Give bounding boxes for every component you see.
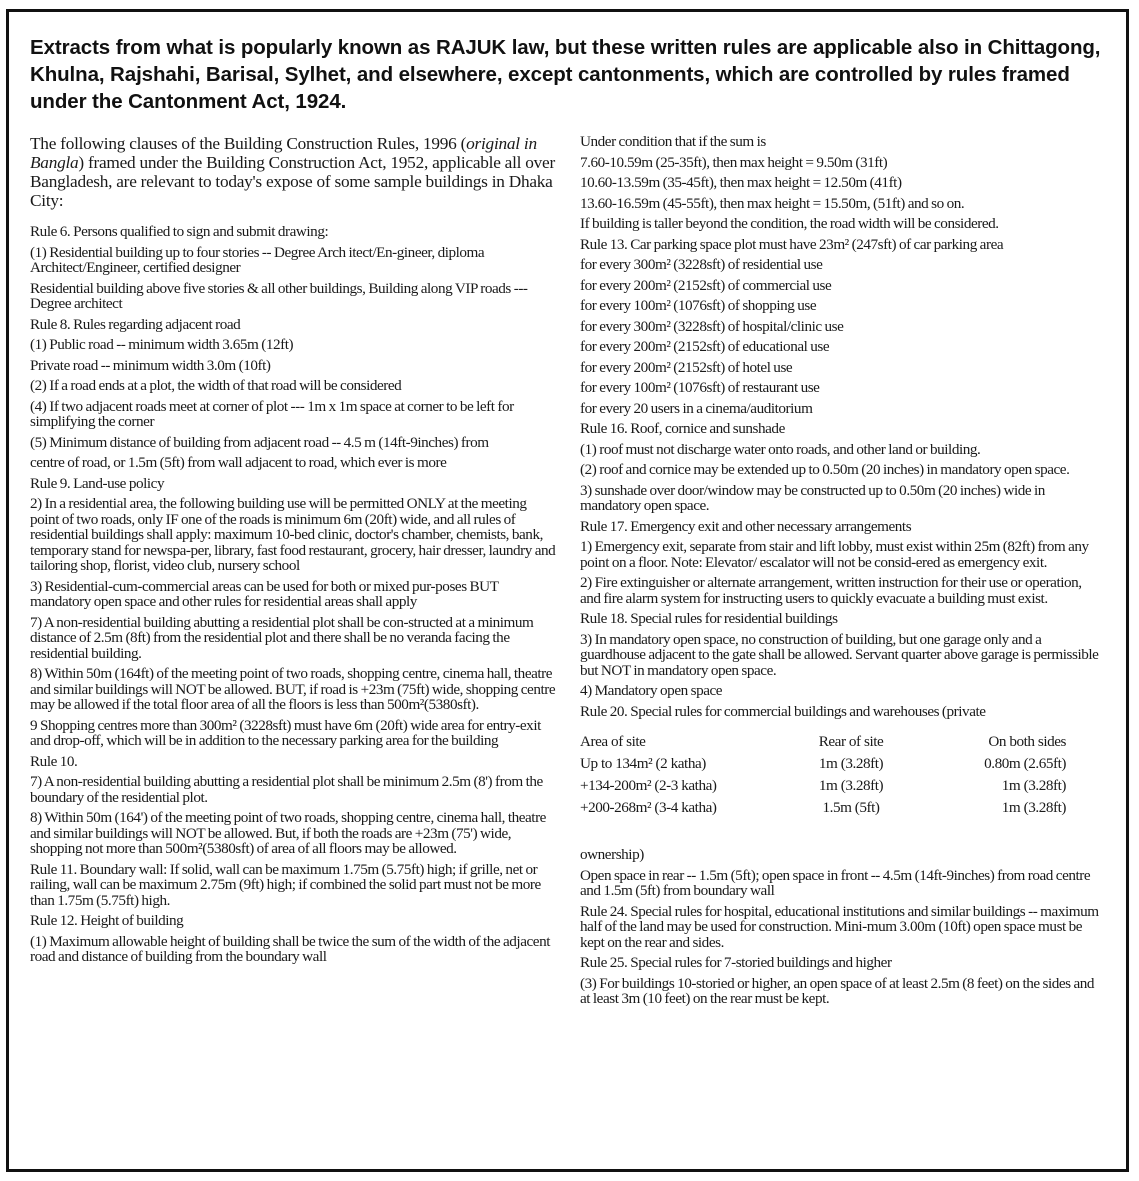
table-header: Rear of site [818,733,884,750]
rule-paragraph: (2) If a road ends at a plot, the width of that road will be considered [30,377,402,394]
article-heading: Extracts from what is popularly known as RAJUK law, but these written rules are applicable also in Chittagong, Khulna, Rajshahi, Barisal, Sylhet, and elsewhere, except cantonments, which are controlled by rules framed under the Cantonment Act, 1924. [30,36,1101,113]
rule-paragraph: ownership) [580,846,644,863]
rule-paragraph: (1) Public road -- minimum width 3.65m (12ft) [30,336,294,353]
table-cell: 1m (3.28ft) [818,755,884,772]
rule-paragraph: for every 100m² (1076sft) of restaurant use [580,379,820,396]
intro-italic-note: original in Bangla [30,134,537,172]
site-setback-table [580,731,1068,819]
rule-paragraph: If building is taller beyond the condition, the road width will be considered. [580,215,999,232]
rule-paragraph: Rule 11. Boundary wall: If solid, wall can be maximum 1.75m (5.75ft) high; if grille, net or railing, wall can be maximum 2.75m (9ft) high; if combined the solid part must not be more than 1.75m (5.75ft) high. [30,860,541,909]
rule-paragraph: (3) For buildings 10-storied or higher, an open space of at least 2.5m (8 feet) on the sides and at least 3m (10 feet) on the rear must be kept. [580,974,1095,1007]
right-rules-list-bottom [580,847,1102,1007]
table-cell: 1m (3.28ft) [1001,799,1066,816]
intro-text-end: ) framed under the Building Construction Act, 1952, applicable all over Bangladesh, are relevant to today's expose of some sample buildings in Dhaka City: [30,153,555,210]
rule-paragraph: Rule 12. Height of building [30,912,184,929]
rule-paragraph: Rule 9. Land-use policy [30,474,165,492]
rule-paragraph: 8) Within 50m (164ft) of the meeting point of two roads, shopping centre, cinema hall, theatre and similar buildings will NOT be allowed. BUT, if road is +23m (75ft) wide, shopping centre may be allowed if the total floor area of all the floors is less than 500m²(5380sft). [30,665,556,713]
right-column [580,134,1102,1012]
left-rules-list [30,224,556,965]
rule-paragraph: for every 300m² (3228sft) of residential use [580,256,823,273]
table-cell: Up to 134m² (2 katha) [580,755,706,772]
table-row [580,753,1068,775]
rule-paragraph: 2) In a residential area, the following building use will be permitted ONLY at the meeting point of two roads, only IF one of the roads is minimum 6m (20ft) wide, and all rules of residential buildings shall apply: maximum 10-bed clinic, doctor's chamber, chemists, bank, temporary stand for newspa-per, library, fast food restaurant, grocery, hair dresser, laundry and tailoring shop, florist, video club, nursery school [30,495,556,574]
rule-paragraph: (2) roof and cornice may be extended up to 0.50m (20 inches) in mandatory open space. [580,461,1070,478]
table-header: Area of site [580,733,646,750]
table-cell: +134-200m² (2-3 katha) [580,777,717,794]
table-header-row [580,731,1068,753]
rule-paragraph: Rule 13. Car parking space plot must have 23m² (247sft) of car parking area [580,235,1004,253]
rule-paragraph: 7.60-10.59m (25-35ft), then max height = 9.50m (31ft) [580,153,888,171]
table-cell: 1m (3.28ft) [818,777,884,794]
rule-paragraph: Rule 24. Special rules for hospital, educational institutions and similar buildings -- maximum half of the land may be used for construction. Mini-mum 3.00m (10ft) open space must be kept on the rear and sides. [580,902,1099,951]
rule-paragraph: Rule 10. [30,752,78,770]
rule-paragraph: for every 200m² (2152sft) of educational use [580,338,830,355]
rule-paragraph: for every 200m² (2152sft) of commercial use [580,276,832,294]
table-cell: 1m (3.28ft) [1001,777,1066,794]
right-rules-list-top [580,134,1102,719]
rule-paragraph: Rule 17. Emergency exit and other necessary arrangements [580,517,912,535]
rule-paragraph: Rule 16. Roof, cornice and sunshade [580,420,785,437]
table-row [580,797,1068,819]
rule-paragraph: 2) Fire extinguisher or alternate arrangement, written instruction for their use or operation, and fire alarm system for instructing users to quickly evacuate a building must exist. [580,574,1082,607]
rule-paragraph: 8) Within 50m (164') of the meeting point of two roads, shopping centre, cinema hall, theatre and similar buildings will NOT be allowed. But, if both the roads are +23m (75') wide, shopping not more than 500m²(5380sft) of area of all floors may be allowed. [30,809,546,857]
table-cell: +200-268m² (3-4 katha) [580,799,717,816]
intro-text-start: The following clauses of the Building Construction Rules, 1996 ( [30,134,467,153]
rule-paragraph: 9 Shopping centres more than 300m² (3228sft) must have 6m (20ft) wide area for entry-exit and drop-off, which will be in addition to the necessary parking area for the building [30,716,541,749]
rule-paragraph: (1) Maximum allowable height of building shall be twice the sum of the width of the adjacent road and distance of building from the boundary wall [30,932,550,965]
left-column [30,134,556,970]
rule-paragraph: Rule 8. Rules regarding adjacent road [30,315,241,333]
table-row [580,775,1068,797]
rule-paragraph: (1) Residential building up to four stories -- Degree Arch itect/En-gineer, diploma Architect/Engineer, certified designer [30,243,485,276]
rule-paragraph: (4) If two adjacent roads meet at corner of plot --- 1m x 1m space at corner to be left for simplifying the corner [30,397,514,430]
rule-paragraph: 4) Mandatory open space [580,682,723,699]
rule-paragraph: 10.60-13.59m (35-45ft), then max height = 12.50m (41ft) [580,174,902,191]
rule-paragraph: 13.60-16.59m (45-55ft), then max height = 15.50m, (51ft) and so on. [580,194,965,212]
table-cell: 1.5m (5ft) [822,799,880,816]
rule-paragraph: Rule 20. Special rules for commercial buildings and warehouses (private [580,702,986,720]
rule-paragraph: Residential building above five stories & all other buildings, Building along VIP roads --- Degree architect [30,279,528,312]
table-cell: 0.80m (2.65ft) [984,755,1066,772]
rule-paragraph: (1) roof must not discharge water onto roads, and other land or building. [580,440,981,458]
rule-paragraph: Rule 18. Special rules for residential buildings [580,610,838,627]
intro-paragraph [30,134,556,210]
rule-paragraph: 3) In mandatory open space, no construction of building, but one garage only and a guardhouse adjacent to the gate shall be allowed. Servant quarter above garage is permissible but NOT in mandatory open space. [580,630,1099,679]
rule-paragraph: centre of road, or 1.5m (5ft) from wall adjacent to road, which ever is more [30,454,447,471]
rule-paragraph: 7) A non-residential building abutting a residential plot shall be con-structed at a minimum distance of 2.5m (8ft) from the residential plot and there shall be no veranda facing the residential building. [30,613,534,662]
rule-paragraph: 3) sunshade over door/window may be constructed up to 0.50m (20 inches) wide in mandatory open space. [580,481,1045,514]
rule-paragraph: 1) Emergency exit, separate from stair and lift lobby, must exist within 25m (82ft) from any point on a floor. Note: Elevator/ escalator will not be consid-ered as emergency exit. [580,538,1089,571]
rule-paragraph: 3) Residential-cum-commercial areas can be used for both or mixed pur-poses BUT mandatory open space and other rules for residential areas shall apply [30,577,499,610]
rule-paragraph: for every 300m² (3228sft) of hospital/clinic use [580,317,844,335]
table-header: On both sides [988,733,1066,750]
rule-paragraph: for every 100m² (1076sft) of shopping use [580,297,817,314]
rule-paragraph: for every 200m² (2152sft) of hotel use [580,358,793,376]
rule-paragraph: Open space in rear -- 1.5m (5ft); open space in front -- 4.5m (14ft-9inches) from road centre and 1.5m (5ft) from boundary wall [580,866,1091,899]
rule-paragraph: Rule 25. Special rules for 7-storied buildings and higher [580,954,892,971]
rule-paragraph: Private road -- minimum width 3.0m (10ft) [30,356,271,374]
rule-paragraph: 7) A non-residential building abutting a residential plot shall be minimum 2.5m (8') from the boundary of the residential plot. [30,773,543,806]
rule-paragraph: for every 20 users in a cinema/auditorium [580,399,813,417]
rule-paragraph: Rule 6. Persons qualified to sign and submit drawing: [30,223,329,240]
rule-paragraph: (5) Minimum distance of building from adjacent road -- 4.5 m (14ft-9inches) from [30,433,489,451]
rule-paragraph: Under condition that if the sum is [580,133,766,150]
